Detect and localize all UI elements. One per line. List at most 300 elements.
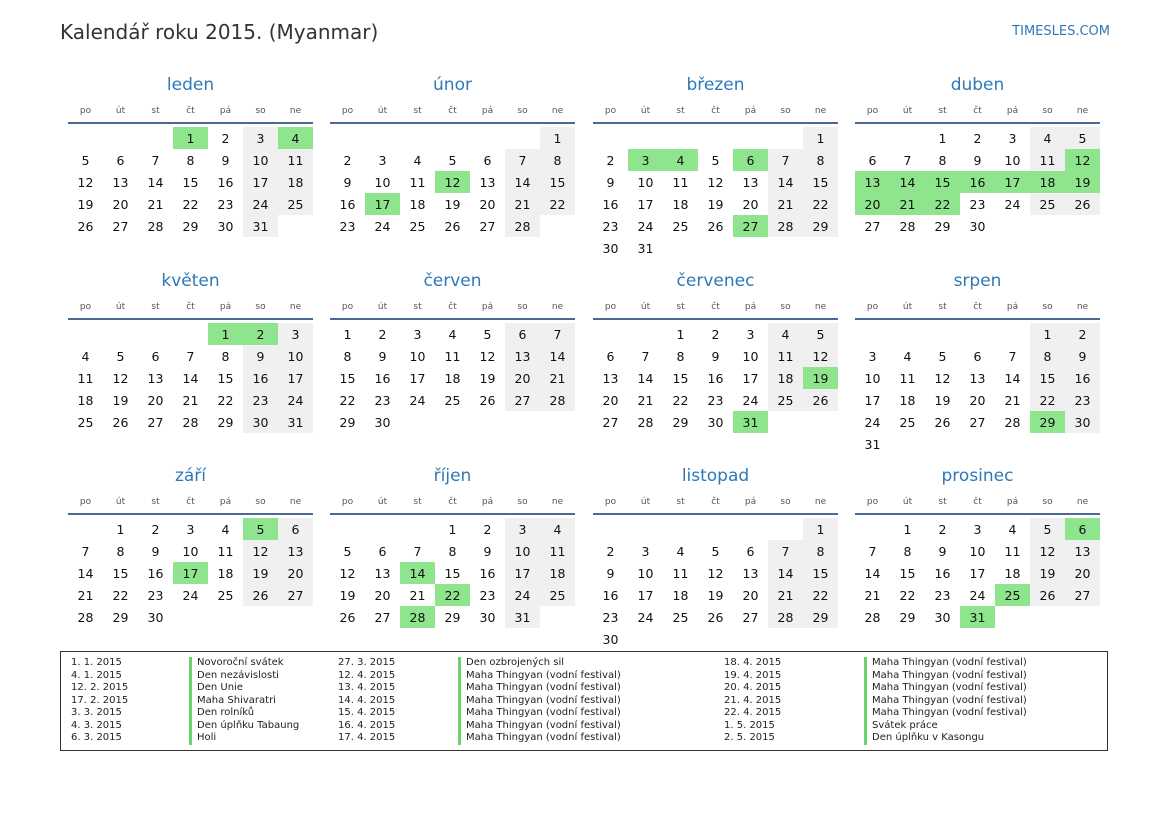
day-cell: 30: [934, 609, 951, 625]
day-cell: 8: [803, 149, 838, 171]
holiday-day: 1: [208, 323, 243, 345]
day-cell: 13: [278, 540, 313, 562]
weekday-label: út: [115, 302, 126, 312]
day-cell: 19: [934, 392, 951, 408]
day-cell: 1: [803, 518, 838, 540]
empty-cell: [628, 323, 663, 345]
day-cell: 10: [742, 348, 759, 364]
empty-cell: [768, 127, 803, 149]
weekday-label: ne: [1076, 302, 1089, 312]
day-cell: 18: [768, 367, 803, 389]
day-cell: 2: [221, 130, 230, 146]
day-grid: [68, 323, 313, 433]
weekday-label: st: [938, 497, 947, 507]
day-cell: 28: [182, 414, 199, 430]
day-cell: 7: [768, 540, 803, 562]
day-cell: 10: [278, 345, 313, 367]
day-cell: 24: [969, 587, 986, 603]
day-cell: 27: [1065, 584, 1100, 606]
weekday-label: st: [676, 106, 685, 116]
legend-holiday-name: Maha Thingyan (vodní festival): [458, 732, 621, 745]
legend-holiday-name: Maha Thingyan (vodní festival): [458, 720, 621, 733]
day-cell: 21: [768, 584, 803, 606]
day-cell: 28: [540, 389, 575, 411]
legend-holiday-name: Novoroční svátek: [189, 657, 284, 670]
day-cell: 7: [903, 152, 912, 168]
empty-cell: [733, 127, 768, 149]
day-cell: 17: [409, 370, 426, 386]
empty-cell: [593, 518, 628, 540]
weekday-label: ne: [814, 106, 827, 116]
day-cell: 20: [742, 196, 759, 212]
day-cell: 2: [483, 521, 492, 537]
month-1: [68, 70, 313, 237]
day-cell: 18: [1004, 565, 1021, 581]
day-cell: 1: [1030, 323, 1065, 345]
weekday-label: st: [676, 302, 685, 312]
day-cell: 3: [243, 127, 278, 149]
holiday-day: 22: [925, 193, 960, 215]
day-cell: 28: [1004, 414, 1021, 430]
day-cell: 20: [112, 196, 129, 212]
day-cell: 2: [606, 152, 615, 168]
empty-cell: [925, 323, 960, 345]
page-title: Kalendář roku 2015. (Myanmar): [60, 20, 379, 44]
day-cell: 25: [278, 193, 313, 215]
legend-date: 17. 4. 2015: [338, 732, 396, 743]
weekday-header: [68, 491, 313, 515]
day-grid: [330, 518, 575, 628]
day-cell: 28: [637, 414, 654, 430]
holiday-day: 16: [960, 171, 995, 193]
day-cell: 19: [444, 196, 461, 212]
day-cell: 8: [938, 152, 947, 168]
day-cell: 16: [707, 370, 724, 386]
day-cell: 2: [973, 130, 982, 146]
day-cell: 31: [278, 411, 313, 433]
month-name: září: [174, 466, 207, 486]
legend-date: 14. 4. 2015: [338, 694, 396, 706]
day-cell: 24: [505, 584, 540, 606]
day-cell: 11: [278, 149, 313, 171]
day-cell: 7: [641, 348, 650, 364]
empty-cell: [960, 323, 995, 345]
day-cell: 6: [505, 323, 540, 345]
empty-cell: [855, 127, 890, 149]
day-cell: 26: [1030, 584, 1065, 606]
day-cell: 22: [803, 193, 838, 215]
day-cell: 5: [803, 323, 838, 345]
day-cell: 30: [602, 240, 619, 256]
empty-cell: [855, 323, 890, 345]
empty-cell: [173, 323, 208, 345]
day-cell: 27: [602, 414, 619, 430]
day-cell: 15: [803, 562, 838, 584]
day-cell: 28: [899, 218, 916, 234]
day-cell: 20: [374, 587, 391, 603]
day-cell: 1: [803, 127, 838, 149]
day-cell: 12: [803, 345, 838, 367]
weekday-label: út: [377, 302, 388, 312]
day-cell: 24: [278, 389, 313, 411]
month-name: srpen: [953, 271, 1002, 291]
day-cell: 21: [637, 392, 654, 408]
day-cell: 21: [77, 587, 94, 603]
month-name: duben: [950, 75, 1005, 95]
weekday-header: [855, 296, 1100, 320]
day-cell: 16: [147, 565, 164, 581]
legend-holiday-name: Maha Thingyan (vodní festival): [458, 707, 621, 720]
empty-cell: [698, 127, 733, 149]
day-cell: 26: [707, 218, 724, 234]
legend-holiday-name: Maha Thingyan (vodní festival): [864, 657, 1027, 670]
weekday-label: po: [866, 302, 879, 312]
legend-holiday-name: Svátek práce: [864, 720, 938, 733]
day-cell: 14: [77, 565, 94, 581]
weekday-label: pá: [219, 302, 232, 312]
day-cell: 9: [938, 543, 947, 559]
weekday-label: čt: [973, 497, 982, 507]
day-cell: 28: [768, 215, 803, 237]
legend-holiday-name: Maha Thingyan (vodní festival): [458, 670, 621, 683]
day-cell: 17: [637, 196, 654, 212]
day-cell: 22: [672, 392, 689, 408]
day-grid: [855, 127, 1100, 237]
day-cell: 18: [444, 370, 461, 386]
day-cell: 5: [1030, 518, 1065, 540]
weekday-label: so: [780, 497, 791, 507]
day-cell: 23: [374, 392, 391, 408]
day-cell: 14: [768, 562, 803, 584]
day-cell: 29: [339, 414, 356, 430]
empty-cell: [593, 127, 628, 149]
weekday-label: ne: [551, 106, 564, 116]
legend-holiday-name: Den nezávislosti: [189, 670, 279, 683]
day-cell: 12: [707, 565, 724, 581]
day-cell: 15: [540, 171, 575, 193]
day-cell: 15: [112, 565, 129, 581]
weekday-label: so: [1042, 497, 1053, 507]
day-cell: 6: [151, 348, 160, 364]
legend-item: [724, 670, 1084, 683]
day-cell: 26: [339, 609, 356, 625]
day-cell: 27: [505, 389, 540, 411]
legend-holiday-name: Den úplňku Tabaung: [189, 720, 299, 733]
day-cell: 10: [182, 543, 199, 559]
day-cell: 12: [112, 370, 129, 386]
legend-date: 18. 4. 2015: [724, 657, 782, 668]
empty-cell: [698, 518, 733, 540]
legend-item: [724, 695, 1084, 708]
day-cell: 16: [934, 565, 951, 581]
day-grid: [68, 518, 313, 628]
weekday-label: čt: [711, 106, 720, 116]
empty-cell: [68, 518, 103, 540]
day-cell: 3: [746, 326, 755, 342]
day-cell: 21: [768, 193, 803, 215]
month-name: listopad: [681, 466, 750, 486]
legend-item: [338, 682, 698, 695]
month-3: [593, 70, 838, 259]
day-cell: 19: [112, 392, 129, 408]
day-cell: 25: [768, 389, 803, 411]
empty-cell: [628, 127, 663, 149]
day-cell: 29: [182, 218, 199, 234]
empty-cell: [400, 518, 435, 540]
day-cell: 4: [540, 518, 575, 540]
empty-cell: [890, 323, 925, 345]
day-cell: 27: [864, 218, 881, 234]
weekday-header: [68, 100, 313, 124]
weekday-label: pá: [744, 106, 757, 116]
day-cell: 25: [1030, 193, 1065, 215]
day-cell: 2: [711, 326, 720, 342]
holiday-day: 22: [435, 584, 470, 606]
day-cell: 18: [540, 562, 575, 584]
month-name: únor: [433, 75, 472, 95]
day-cell: 4: [413, 152, 422, 168]
month-12: [855, 461, 1100, 628]
weekday-label: čt: [186, 497, 195, 507]
day-cell: 19: [707, 587, 724, 603]
day-cell: 22: [899, 587, 916, 603]
day-cell: 9: [221, 152, 230, 168]
day-cell: 30: [1065, 411, 1100, 433]
day-cell: 10: [864, 370, 881, 386]
legend-date: 12. 4. 2015: [338, 669, 396, 681]
day-cell: 21: [540, 367, 575, 389]
month-6: [330, 266, 575, 433]
holiday-day: 6: [1065, 518, 1100, 540]
day-cell: 25: [672, 218, 689, 234]
day-cell: 14: [864, 565, 881, 581]
day-cell: 27: [374, 609, 391, 625]
day-cell: 18: [672, 196, 689, 212]
empty-cell: [593, 323, 628, 345]
day-cell: 17: [505, 562, 540, 584]
day-cell: 1: [448, 521, 457, 537]
legend-date: 22. 4. 2015: [724, 707, 782, 718]
day-cell: 17: [278, 367, 313, 389]
weekday-label: po: [79, 302, 92, 312]
empty-cell: [330, 127, 365, 149]
legend-holiday-name: Den Unie: [189, 682, 243, 695]
weekday-label: po: [79, 106, 92, 116]
weekday-label: so: [255, 497, 266, 507]
weekday-label: po: [866, 497, 879, 507]
empty-cell: [768, 518, 803, 540]
day-cell: 18: [77, 392, 94, 408]
day-cell: 14: [1004, 370, 1021, 386]
day-cell: 11: [768, 345, 803, 367]
day-cell: 24: [742, 392, 759, 408]
month-9: [68, 461, 313, 628]
legend-date: 12. 2. 2015: [71, 682, 129, 693]
holiday-day: 17: [995, 171, 1030, 193]
holiday-legend: [60, 651, 1108, 751]
day-cell: 31: [864, 436, 881, 452]
weekday-label: pá: [481, 106, 494, 116]
weekday-label: pá: [744, 302, 757, 312]
weekday-label: ne: [1076, 106, 1089, 116]
day-cell: 17: [742, 370, 759, 386]
day-cell: 1: [343, 326, 352, 342]
day-cell: 23: [1065, 389, 1100, 411]
day-cell: 5: [1065, 127, 1100, 149]
day-cell: 1: [903, 521, 912, 537]
day-cell: 2: [1065, 323, 1100, 345]
day-cell: 21: [864, 587, 881, 603]
day-cell: 17: [864, 392, 881, 408]
day-cell: 20: [505, 367, 540, 389]
day-cell: 21: [147, 196, 164, 212]
day-cell: 23: [217, 196, 234, 212]
weekday-header: [330, 491, 575, 515]
day-cell: 24: [864, 414, 881, 430]
empty-cell: [68, 323, 103, 345]
legend-date: 27. 3. 2015: [338, 657, 396, 668]
day-grid: [593, 518, 838, 650]
day-cell: 7: [868, 543, 877, 559]
day-cell: 21: [409, 587, 426, 603]
weekday-label: so: [780, 106, 791, 116]
day-cell: 14: [182, 370, 199, 386]
holiday-day: 2: [243, 323, 278, 345]
legend-item: [338, 720, 698, 733]
day-cell: 30: [147, 609, 164, 625]
weekday-label: út: [115, 106, 126, 116]
legend-holiday-name: Holi: [189, 732, 216, 745]
site-link[interactable]: TIMESLES.COM: [1012, 24, 1110, 39]
day-cell: 27: [278, 584, 313, 606]
day-cell: 30: [707, 414, 724, 430]
day-cell: 14: [147, 174, 164, 190]
day-cell: 13: [1065, 540, 1100, 562]
weekday-label: ne: [814, 302, 827, 312]
weekday-header: [330, 296, 575, 320]
weekday-label: pá: [219, 497, 232, 507]
day-cell: 23: [479, 587, 496, 603]
day-cell: 16: [339, 196, 356, 212]
day-cell: 14: [768, 171, 803, 193]
day-cell: 10: [374, 174, 391, 190]
empty-cell: [365, 127, 400, 149]
day-cell: 26: [707, 609, 724, 625]
legend-item: [338, 695, 698, 708]
day-cell: 19: [479, 370, 496, 386]
day-cell: 8: [676, 348, 685, 364]
day-cell: 3: [1008, 130, 1017, 146]
day-cell: 4: [1008, 521, 1017, 537]
day-grid: [330, 127, 575, 237]
day-cell: 10: [243, 149, 278, 171]
day-cell: 11: [409, 174, 426, 190]
day-cell: 5: [448, 152, 457, 168]
legend-item: [724, 707, 1084, 720]
day-cell: 13: [479, 174, 496, 190]
legend-holiday-name: Maha Shivaratri: [189, 695, 276, 708]
month-4: [855, 70, 1100, 237]
day-cell: 10: [409, 348, 426, 364]
day-cell: 4: [1030, 127, 1065, 149]
day-cell: 10: [505, 540, 540, 562]
day-cell: 20: [479, 196, 496, 212]
weekday-label: čt: [711, 497, 720, 507]
legend-date: 20. 4. 2015: [724, 682, 782, 693]
day-cell: 2: [343, 152, 352, 168]
legend-date: 3. 3. 2015: [71, 707, 122, 718]
weekday-label: st: [151, 497, 160, 507]
day-cell: 22: [112, 587, 129, 603]
day-cell: 28: [505, 215, 540, 237]
day-cell: 25: [77, 414, 94, 430]
day-cell: 16: [1065, 367, 1100, 389]
day-cell: 29: [217, 414, 234, 430]
day-cell: 8: [540, 149, 575, 171]
day-cell: 9: [711, 348, 720, 364]
empty-cell: [435, 127, 470, 149]
day-cell: 23: [147, 587, 164, 603]
day-cell: 30: [969, 218, 986, 234]
day-cell: 31: [637, 240, 654, 256]
day-cell: 5: [483, 326, 492, 342]
day-cell: 16: [479, 565, 496, 581]
month-name: květen: [161, 271, 220, 291]
day-cell: 16: [602, 196, 619, 212]
months-grid: [68, 70, 1102, 647]
day-cell: 2: [606, 543, 615, 559]
holiday-day: 4: [663, 149, 698, 171]
weekday-label: út: [115, 497, 126, 507]
day-cell: 24: [637, 609, 654, 625]
day-cell: 5: [116, 348, 125, 364]
day-cell: 11: [77, 370, 94, 386]
day-cell: 24: [182, 587, 199, 603]
day-cell: 20: [742, 587, 759, 603]
weekday-label: po: [604, 106, 617, 116]
day-cell: 4: [221, 521, 230, 537]
day-cell: 23: [969, 196, 986, 212]
day-cell: 11: [540, 540, 575, 562]
weekday-label: st: [676, 497, 685, 507]
day-cell: 29: [934, 218, 951, 234]
legend-item: [338, 657, 698, 670]
day-cell: 7: [186, 348, 195, 364]
day-cell: 12: [1030, 540, 1065, 562]
day-cell: 12: [77, 174, 94, 190]
day-cell: 11: [217, 543, 234, 559]
legend-item: [724, 682, 1084, 695]
weekday-label: so: [255, 302, 266, 312]
weekday-label: čt: [711, 302, 720, 312]
day-cell: 24: [409, 392, 426, 408]
day-cell: 26: [803, 389, 838, 411]
weekday-label: út: [640, 106, 651, 116]
day-cell: 20: [602, 392, 619, 408]
day-cell: 6: [378, 543, 387, 559]
weekday-label: st: [413, 106, 422, 116]
legend-item: [338, 732, 698, 745]
day-cell: 13: [147, 370, 164, 386]
weekday-label: út: [377, 497, 388, 507]
empty-cell: [663, 127, 698, 149]
day-cell: 1: [540, 127, 575, 149]
day-cell: 23: [243, 389, 278, 411]
empty-cell: [365, 518, 400, 540]
day-cell: 7: [151, 152, 160, 168]
day-cell: 7: [540, 323, 575, 345]
day-cell: 9: [243, 345, 278, 367]
